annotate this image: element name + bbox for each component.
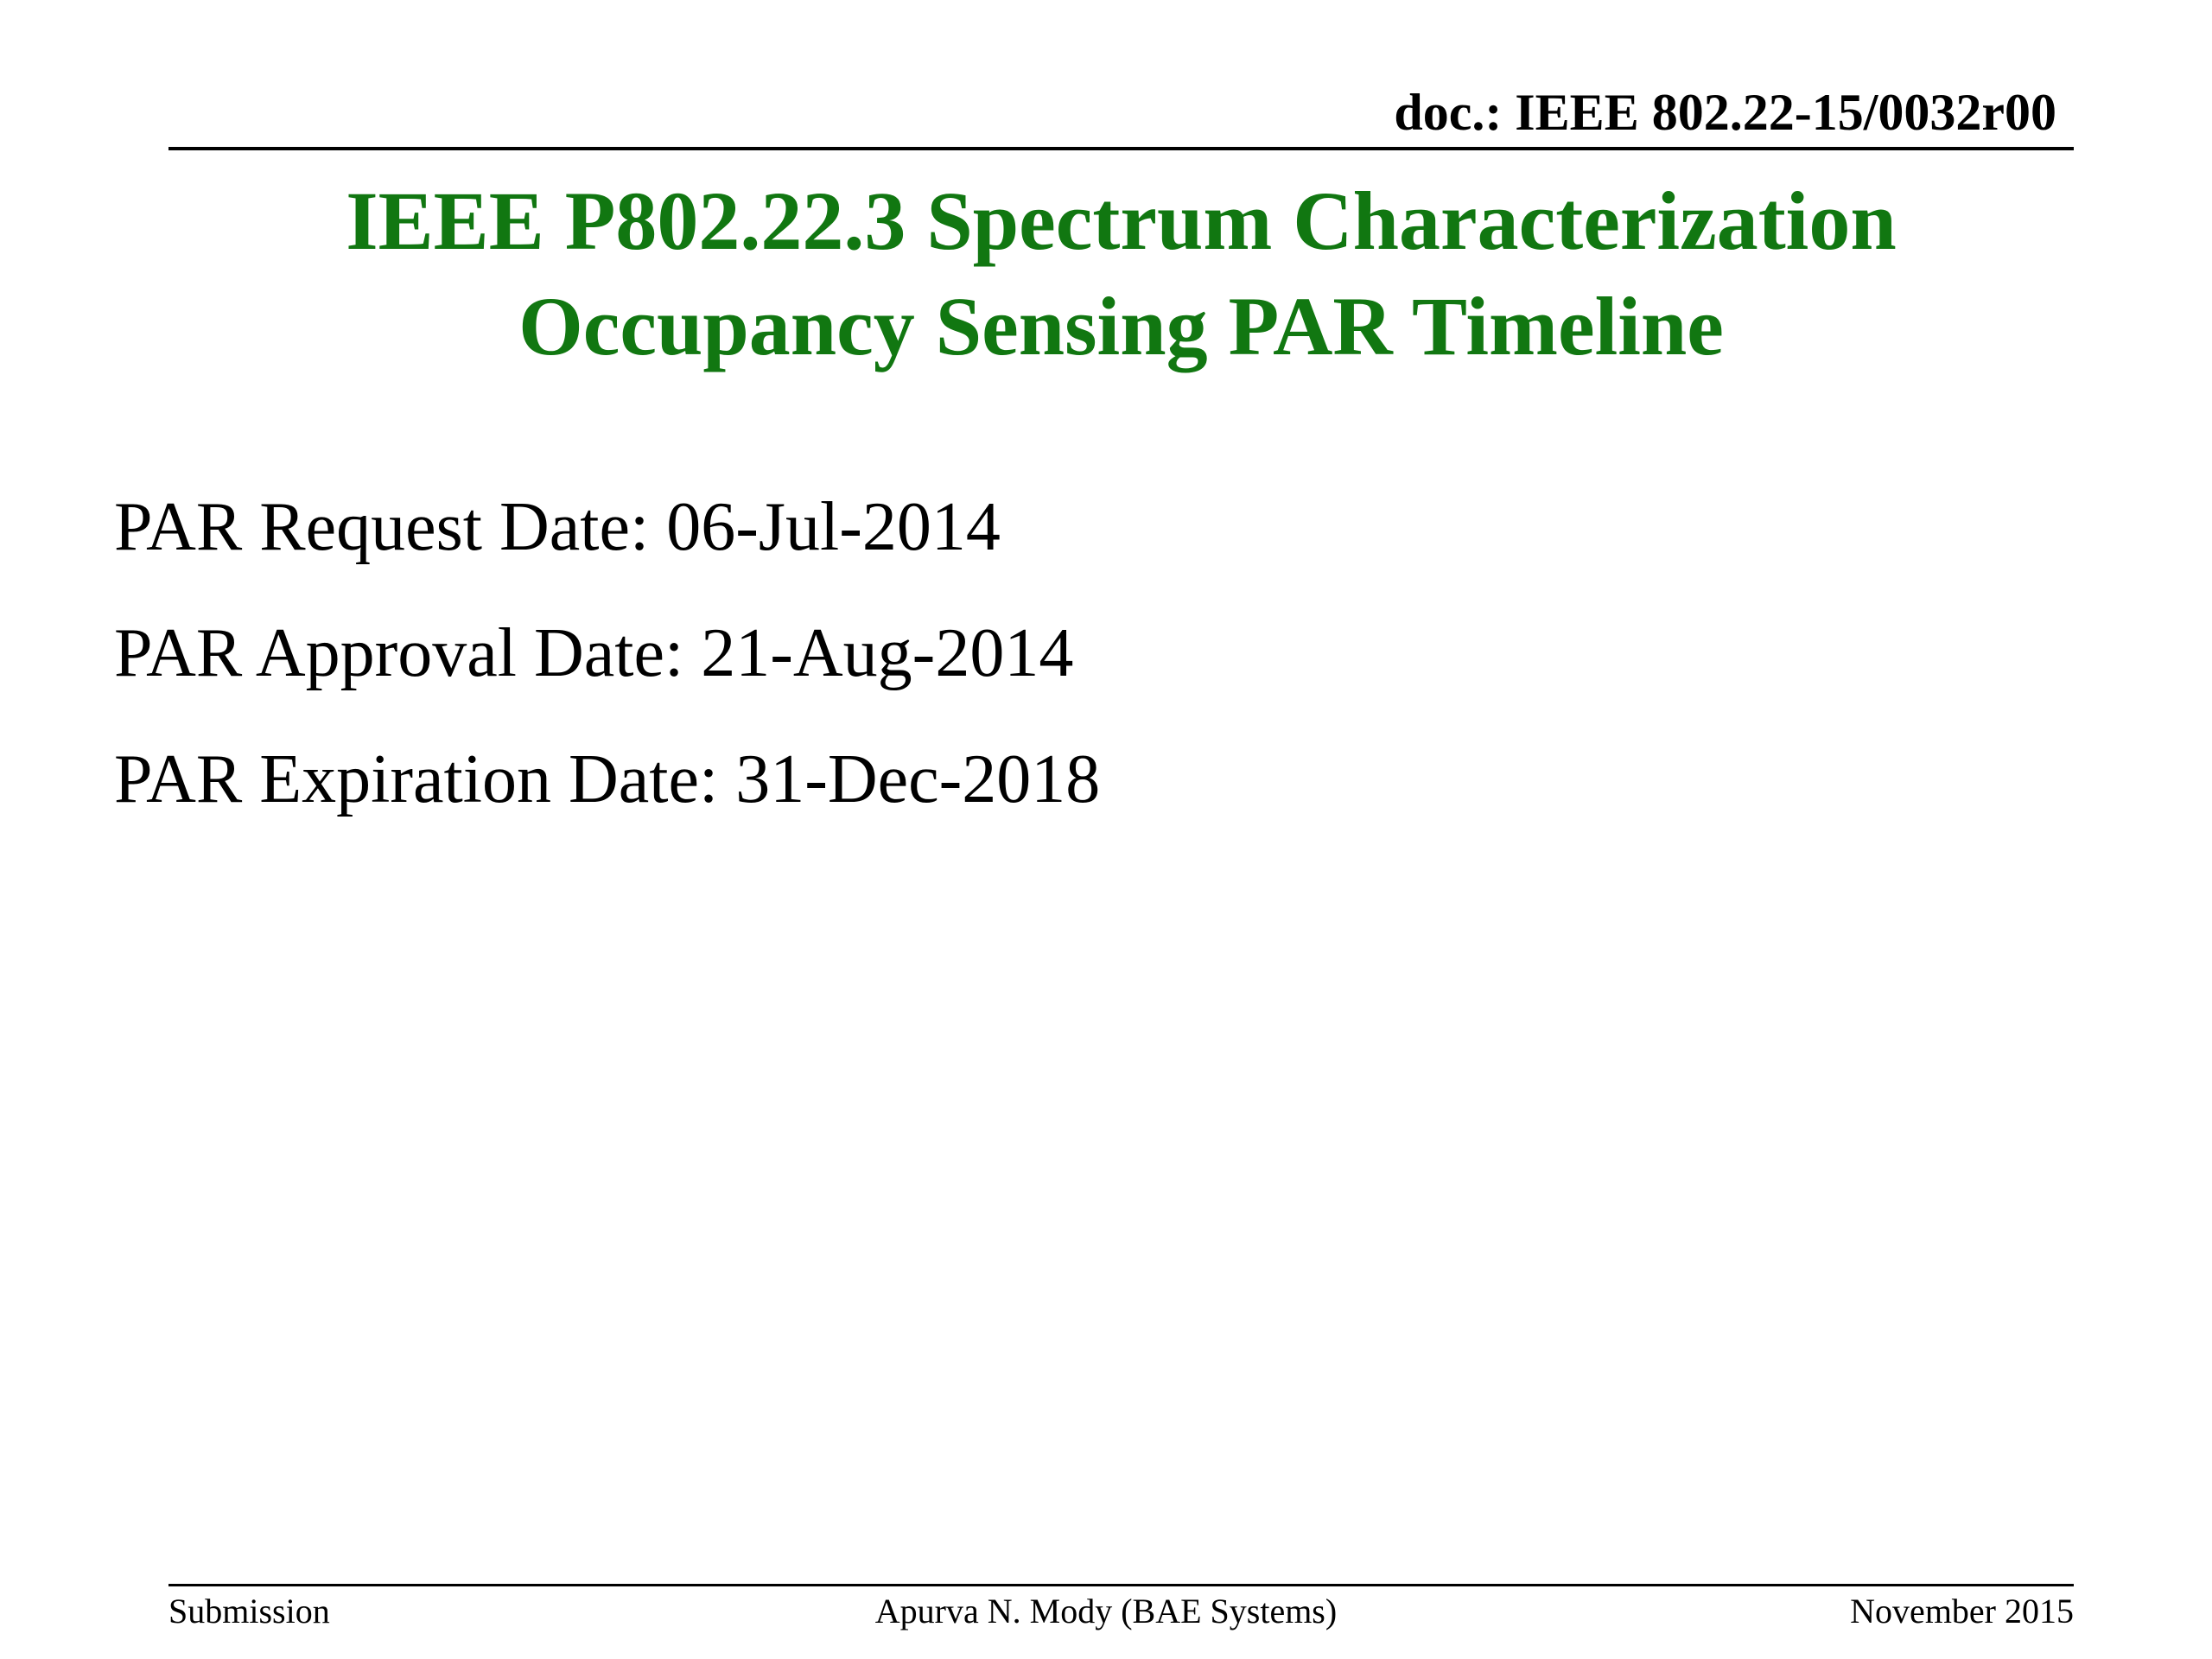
header-divider: [168, 147, 2074, 150]
slide-title: [168, 168, 2074, 379]
footer-date: November 2015: [1850, 1592, 2074, 1630]
par-approval-date: PAR Approval Date: 21-Aug-2014: [114, 615, 1074, 691]
slide-title-line-2: Occupancy Sensing PAR Timeline: [518, 280, 1724, 372]
par-dates-list: [114, 484, 1100, 862]
document-id: doc.: IEEE 802.22-15/0032r00: [1394, 84, 2056, 141]
par-expiration-date: PAR Expiration Date: 31-Dec-2018: [114, 741, 1101, 817]
par-request-date: PAR Request Date: 06-Jul-2014: [114, 489, 1001, 565]
footer-submission: Submission: [168, 1592, 330, 1630]
footer-divider: [168, 1584, 2074, 1586]
slide-title-line-1: IEEE P802.22.3 Spectrum Characterization: [346, 175, 1897, 267]
footer-author: Apurva N. Mody (BAE Systems): [874, 1592, 1338, 1630]
